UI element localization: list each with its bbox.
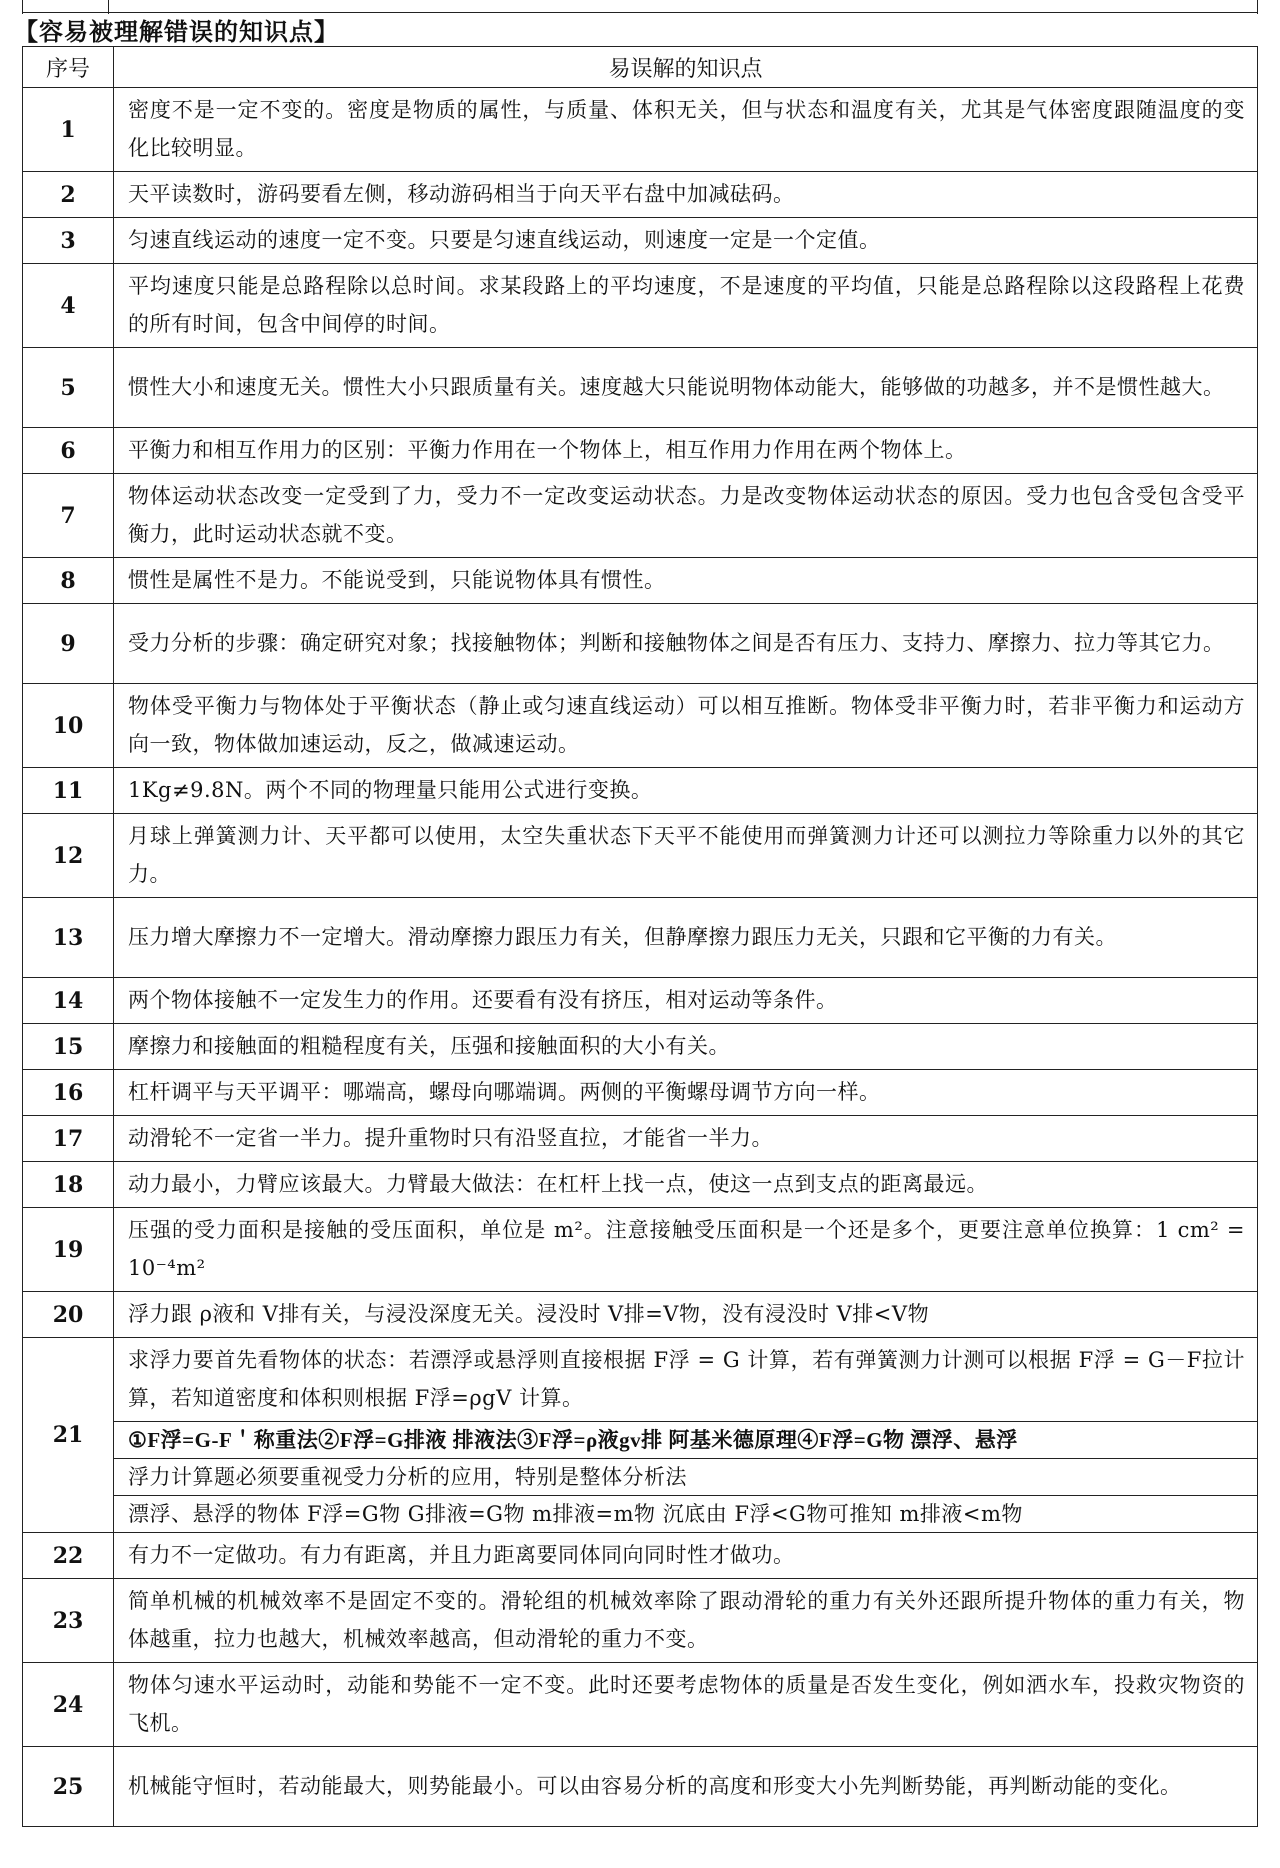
- row-text: 匀速直线运动的速度一定不变。只要是匀速直线运动，则速度一定是一个定值。: [114, 218, 1258, 264]
- row-number: 16: [23, 1070, 114, 1116]
- table-row: [23, 264, 1258, 348]
- row-number: 24: [23, 1663, 114, 1747]
- table-row: [23, 218, 1258, 264]
- row-number: 19: [23, 1208, 114, 1292]
- table-row: [23, 1116, 1258, 1162]
- row-text: 动滑轮不一定省一半力。提升重物时只有沿竖直拉，才能省一半力。: [114, 1116, 1258, 1162]
- table-row: [23, 1208, 1258, 1292]
- row-text: 月球上弹簧测力计、天平都可以使用，太空失重状态下天平不能使用而弹簧测力计还可以测拉力等除重力以外的其它力。: [114, 814, 1258, 898]
- row-text: 压强的受力面积是接触的受压面积，单位是 m²。注意接触受压面积是一个还是多个，更要注意单位换算：1 cm² = 10⁻⁴m²: [114, 1208, 1258, 1292]
- row-number: 18: [23, 1162, 114, 1208]
- table-row: [23, 1579, 1258, 1663]
- table-row: [23, 604, 1258, 684]
- row-number: 6: [23, 428, 114, 474]
- row-number: 21: [23, 1338, 114, 1533]
- table-header-row: [23, 47, 1258, 88]
- row-number: 10: [23, 684, 114, 768]
- table-row: [23, 684, 1258, 768]
- section-title: 【容易被理解错误的知识点】: [14, 18, 339, 46]
- row-number: 17: [23, 1116, 114, 1162]
- row-text: 动力最小，力臂应该最大。力臂最大做法：在杠杆上找一点，使这一点到支点的距离最远。: [114, 1162, 1258, 1208]
- row-number: 7: [23, 474, 114, 558]
- table-row: [23, 1533, 1258, 1579]
- row-number: 23: [23, 1579, 114, 1663]
- row-number: 15: [23, 1024, 114, 1070]
- buoyancy-methods: ①F浮=G-F＇称重法②F浮=G排液 排液法③F浮=ρ液gv排 阿基米德原理④F浮=G物 漂浮、悬浮: [114, 1422, 1258, 1459]
- row-number: 25: [23, 1747, 114, 1827]
- row-text: 物体匀速水平运动时，动能和势能不一定不变。此时还要考虑物体的质量是否发生变化，例如洒水车，投救灾物资的飞机。: [114, 1663, 1258, 1747]
- row-text: 物体运动状态改变一定受到了力，受力不一定改变运动状态。力是改变物体运动状态的原因。受力也包含受包含受平衡力，此时运动状态就不变。: [114, 474, 1258, 558]
- row-text: 机械能守恒时，若动能最大，则势能最小。可以由容易分析的高度和形变大小先判断势能，再判断动能的变化。: [114, 1747, 1258, 1827]
- row-number: 2: [23, 172, 114, 218]
- row-text: 摩擦力和接触面的粗糙程度有关，压强和接触面积的大小有关。: [114, 1024, 1258, 1070]
- row-number: 4: [23, 264, 114, 348]
- row-text: 压力增大摩擦力不一定增大。滑动摩擦力跟压力有关，但静摩擦力跟压力无关，只跟和它平衡的力有关。: [114, 898, 1258, 978]
- table-row: [23, 768, 1258, 814]
- header-knowledge-point: 易误解的知识点: [114, 47, 1258, 88]
- row-text: 求浮力要首先看物体的状态：若漂浮或悬浮则直接根据 F浮 = G 计算，若有弹簧测力计测可以根据 F浮 = G－F拉计算，若知道密度和体积则根据 F浮=ρgV 计算。: [114, 1338, 1258, 1422]
- table-row: [23, 428, 1258, 474]
- row-number: 3: [23, 218, 114, 264]
- row-text: 两个物体接触不一定发生力的作用。还要看有没有挤压，相对运动等条件。: [114, 978, 1258, 1024]
- row-text: 受力分析的步骤：确定研究对象；找接触物体；判断和接触物体之间是否有压力、支持力、摩擦力、拉力等其它力。: [114, 604, 1258, 684]
- table-row: [23, 88, 1258, 172]
- row-text: 杠杆调平与天平调平：哪端高，螺母向哪端调。两侧的平衡螺母调节方向一样。: [114, 1070, 1258, 1116]
- row-number: 14: [23, 978, 114, 1024]
- table-row: [23, 474, 1258, 558]
- row-number: 22: [23, 1533, 114, 1579]
- row-number: 8: [23, 558, 114, 604]
- row-number: 11: [23, 768, 114, 814]
- row-text: 平均速度只能是总路程除以总时间。求某段路上的平均速度，不是速度的平均值，只能是总路程除以这段路程上花费的所有时间，包含中间停的时间。: [114, 264, 1258, 348]
- table-subrow: [23, 1422, 1258, 1459]
- row-text: 简单机械的机械效率不是固定不变的。滑轮组的机械效率除了跟动滑轮的重力有关外还跟所提升物体的重力有关，物体越重，拉力也越大，机械效率越高，但动滑轮的重力不变。: [114, 1579, 1258, 1663]
- row-number: 1: [23, 88, 114, 172]
- row-text: 惯性大小和速度无关。惯性大小只跟质量有关。速度越大只能说明物体动能大，能够做的功越多，并不是惯性越大。: [114, 348, 1258, 428]
- table-row: [23, 814, 1258, 898]
- table-row: [23, 1070, 1258, 1116]
- row-number: 9: [23, 604, 114, 684]
- row-number: 20: [23, 1292, 114, 1338]
- table-row: [23, 1663, 1258, 1747]
- table-row: [23, 978, 1258, 1024]
- table-row: [23, 1024, 1258, 1070]
- table-row: [23, 1338, 1258, 1422]
- row-text: 天平读数时，游码要看左侧，移动游码相当于向天平右盘中加减砝码。: [114, 172, 1258, 218]
- row-text: 有力不一定做功。有力有距离，并且力距离要同体同向同时性才做功。: [114, 1533, 1258, 1579]
- table-row: [23, 1747, 1258, 1827]
- table-row: [23, 172, 1258, 218]
- row-number: 5: [23, 348, 114, 428]
- row-text: 浮力跟 ρ液和 V排有关，与浸没深度无关。浸没时 V排=V物，没有浸没时 V排<V物: [114, 1292, 1258, 1338]
- row-text: 惯性是属性不是力。不能说受到，只能说物体具有惯性。: [114, 558, 1258, 604]
- table-row: [23, 1162, 1258, 1208]
- table-row: [23, 558, 1258, 604]
- floating-relations: 漂浮、悬浮的物体 F浮=G物 G排液=G物 m排液=m物 沉底由 F浮<G物可推知 m排液<m物: [114, 1496, 1258, 1533]
- row-number: 12: [23, 814, 114, 898]
- table-row: [23, 898, 1258, 978]
- table-row: [23, 348, 1258, 428]
- row-number: 13: [23, 898, 114, 978]
- misconceptions-table: [22, 46, 1258, 1827]
- row-text: 密度不是一定不变的。密度是物质的属性，与质量、体积无关，但与状态和温度有关，尤其是气体密度跟随温度的变化比较明显。: [114, 88, 1258, 172]
- table-row: [23, 1292, 1258, 1338]
- row-text: 1Kg≠9.8N。两个不同的物理量只能用公式进行变换。: [114, 768, 1258, 814]
- table-subrow: [23, 1459, 1258, 1496]
- table-subrow: [23, 1496, 1258, 1533]
- row-text: 平衡力和相互作用力的区别：平衡力作用在一个物体上，相互作用力作用在两个物体上。: [114, 428, 1258, 474]
- row-text: 物体受平衡力与物体处于平衡状态（静止或匀速直线运动）可以相互推断。物体受非平衡力时，若非平衡力和运动方向一致，物体做加速运动，反之，做减速运动。: [114, 684, 1258, 768]
- header-number: 序号: [23, 47, 114, 88]
- buoyancy-note: 浮力计算题必须要重视受力分析的应用，特别是整体分析法: [114, 1459, 1258, 1496]
